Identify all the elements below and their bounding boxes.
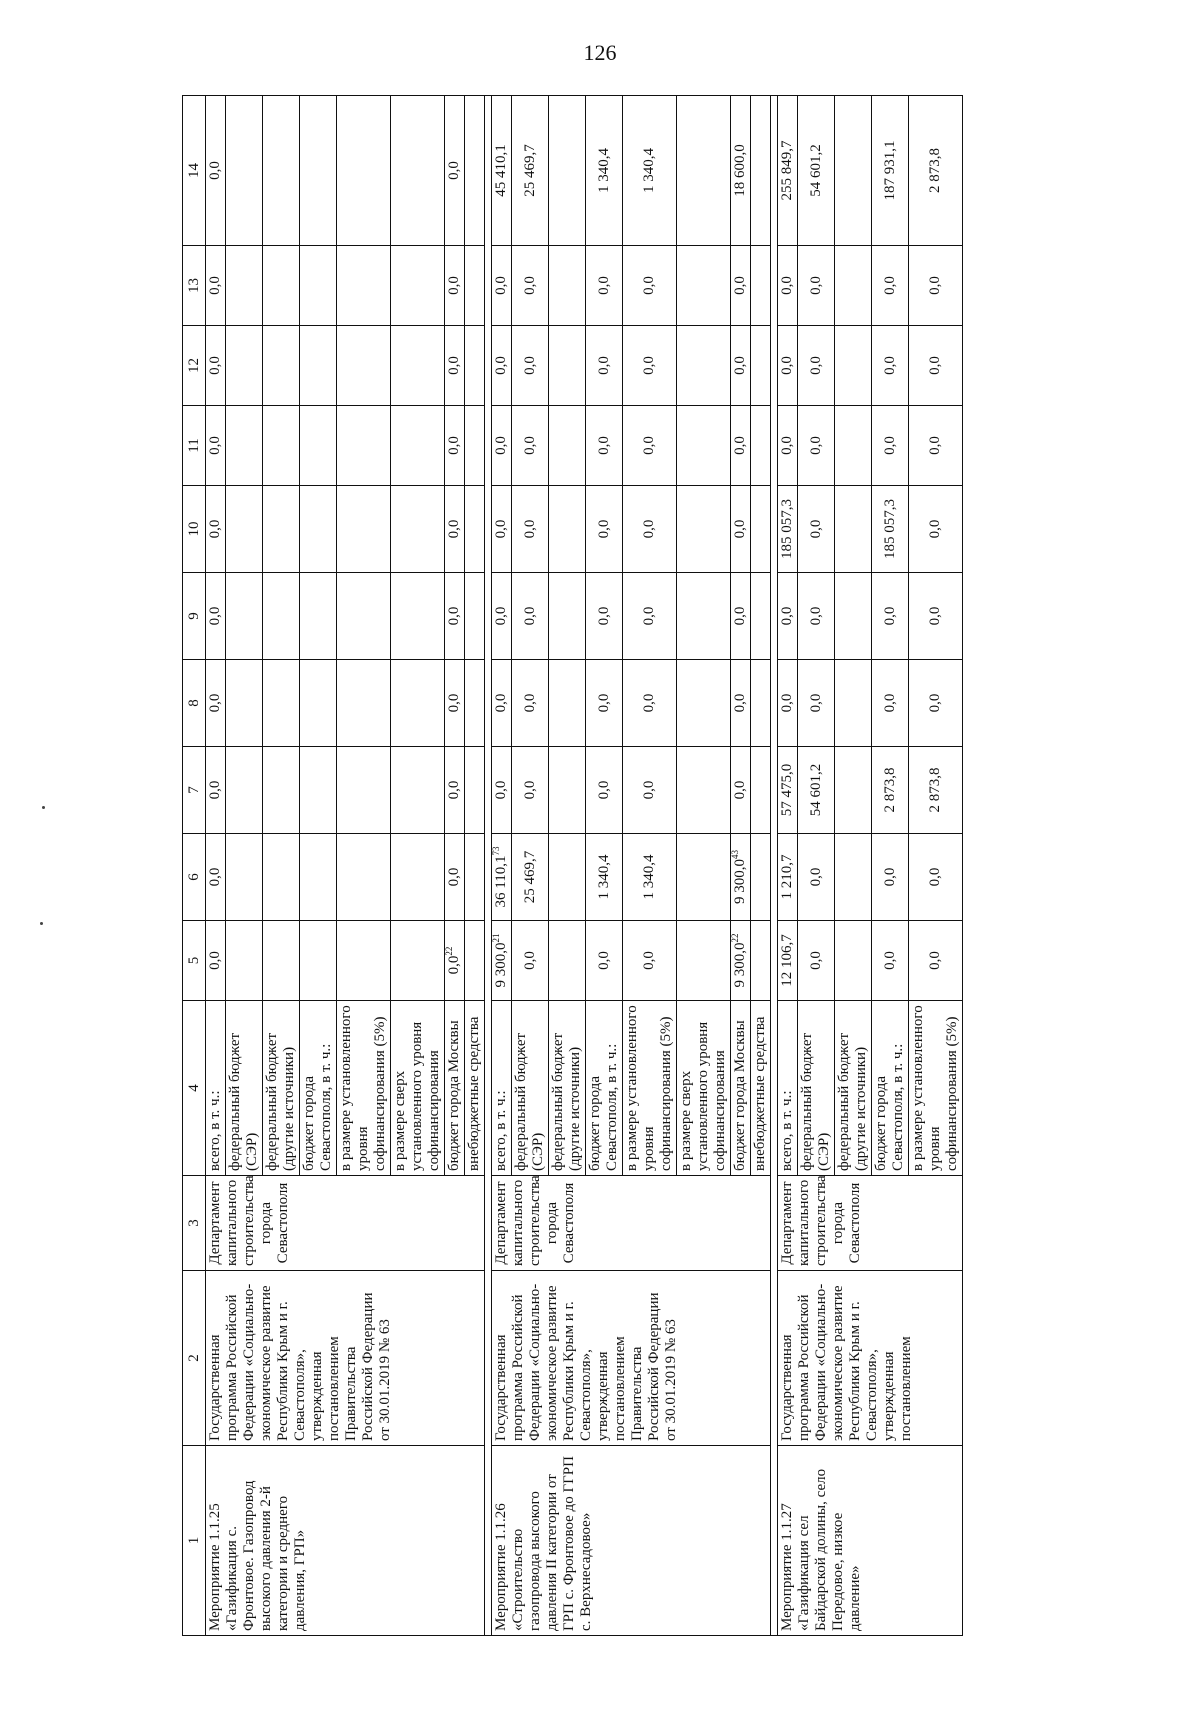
value-cell: 0,0 — [206, 326, 226, 406]
value-cell — [835, 834, 872, 921]
value-cell — [751, 747, 771, 834]
value-cell — [263, 96, 300, 246]
value-cell — [835, 406, 872, 486]
value-cell — [677, 747, 731, 834]
funding-source: в размере установленного уровня софинансирования (5%) — [623, 1001, 677, 1176]
value-cell: 0,0 — [445, 573, 465, 660]
value-cell: 0,0 — [445, 747, 465, 834]
value-cell — [835, 573, 872, 660]
value-cell: 0,0 — [623, 747, 677, 834]
value-cell — [465, 246, 485, 326]
funding-source: федеральный бюджет (СЭР) — [512, 1001, 549, 1176]
value-cell — [226, 660, 263, 747]
value-cell: 25 469,7 — [512, 96, 549, 246]
column-header: 9 — [183, 573, 206, 660]
value-cell: 0,0 — [492, 326, 512, 406]
value-cell — [226, 834, 263, 921]
funding-source: всего, в т. ч.: — [778, 1001, 798, 1176]
table-row — [206, 96, 226, 1636]
program-name: Государственная программа Российской Федерации «Социально-экономическое развитие Республики Крым и г. Севастополя», утвержденная постановлением Правительства Российской Федерации от 30.01.2019 № 63 — [206, 1271, 485, 1446]
value-cell: 0,0 — [731, 406, 751, 486]
value-cell: 0,0 — [872, 921, 909, 1001]
value-cell — [465, 834, 485, 921]
value-cell: 0,0 — [492, 246, 512, 326]
value-cell — [677, 573, 731, 660]
value-cell: 54 601,2 — [798, 747, 835, 834]
value-cell: 0,0 — [445, 486, 465, 573]
value-cell: 0,0 — [512, 573, 549, 660]
value-cell — [337, 660, 391, 747]
value-cell: 0,0 — [778, 406, 798, 486]
footnote-ref: 22 — [444, 946, 454, 956]
value-cell: 36 110,1$^{73}$ — [492, 834, 512, 921]
value-cell — [300, 660, 337, 747]
value-cell — [835, 326, 872, 406]
column-header: 6 — [183, 834, 206, 921]
value-cell: 0,0 — [798, 660, 835, 747]
value-cell: 187 931,1 — [872, 96, 909, 246]
value-cell: 0,0 — [623, 406, 677, 486]
value-cell — [677, 921, 731, 1001]
value-cell — [391, 747, 445, 834]
value-cell: 0,0 — [623, 660, 677, 747]
value-cell: 0,0 — [512, 406, 549, 486]
column-header: 10 — [183, 486, 206, 573]
value-cell: 0,0 — [512, 660, 549, 747]
table-row — [492, 96, 512, 1636]
value-cell: 0,0 — [512, 326, 549, 406]
value-cell — [337, 747, 391, 834]
value-cell: 0,0 — [206, 96, 226, 246]
value-cell: 18 600,0 — [731, 96, 751, 246]
value-cell: 1 340,4 — [623, 834, 677, 921]
value-cell — [300, 486, 337, 573]
value-cell: 0,0 — [492, 573, 512, 660]
value-cell — [465, 573, 485, 660]
value-cell: $0,0^{22}$ — [445, 921, 465, 1001]
value-cell: 0,0 — [872, 326, 909, 406]
value-cell: 0,0 — [512, 747, 549, 834]
scan-dot — [42, 806, 45, 809]
value-cell: 0,0 — [492, 486, 512, 573]
funding-source: внебюджетные средства — [751, 1001, 771, 1176]
funding-source: бюджет города Москвы — [731, 1001, 751, 1176]
value-cell — [263, 246, 300, 326]
value-cell — [465, 660, 485, 747]
value-cell: 0,0 — [445, 834, 465, 921]
value-cell: 2 873,8 — [909, 747, 963, 834]
value-cell: 0,0 — [909, 246, 963, 326]
value-cell: 0,0 — [778, 573, 798, 660]
value-cell: 0,0 — [206, 246, 226, 326]
value-cell: 0,0 — [445, 406, 465, 486]
value-cell: 0,0 — [909, 921, 963, 1001]
value-cell — [465, 486, 485, 573]
column-header: 4 — [183, 1001, 206, 1176]
value-cell: 0,0 — [445, 96, 465, 246]
value-cell — [226, 921, 263, 1001]
value-cell — [835, 246, 872, 326]
value-cell — [391, 921, 445, 1001]
value-cell: 0,0 — [909, 660, 963, 747]
executor-name: Департамент капитального строительства города Севастополя — [492, 1176, 771, 1271]
value-cell — [751, 326, 771, 406]
value-cell — [300, 326, 337, 406]
value-cell: 0,0 — [909, 326, 963, 406]
value-cell — [751, 96, 771, 246]
funding-source: федеральный бюджет (другие источники) — [835, 1001, 872, 1176]
budget-table — [182, 95, 963, 1636]
value-cell: 0,0 — [798, 573, 835, 660]
value-cell: 0,0 — [445, 660, 465, 747]
value-cell — [263, 326, 300, 406]
value-cell — [549, 246, 586, 326]
value-cell — [337, 573, 391, 660]
value-cell — [391, 834, 445, 921]
value-cell: 0,0 — [778, 326, 798, 406]
funding-source: в размере сверх установленного уровня софинансирования — [391, 1001, 445, 1176]
value-cell — [549, 747, 586, 834]
funding-source: бюджет города Севастополя, в т. ч.: — [872, 1001, 909, 1176]
value-cell — [751, 573, 771, 660]
footnote-ref: 21 — [491, 933, 501, 943]
value-cell: 0,0 — [798, 486, 835, 573]
value-cell — [337, 921, 391, 1001]
value-cell: 0,0 — [586, 921, 623, 1001]
column-header: 12 — [183, 326, 206, 406]
separator-cell — [771, 96, 778, 1636]
funding-source: всего, в т. ч.: — [492, 1001, 512, 1176]
value-cell — [465, 326, 485, 406]
value-cell — [677, 406, 731, 486]
value-cell — [263, 573, 300, 660]
value-cell: 0,0 — [512, 246, 549, 326]
value-cell: 1 340,4 — [623, 96, 677, 246]
value-cell: 25 469,7 — [512, 834, 549, 921]
value-cell — [549, 660, 586, 747]
value-cell: 1 340,4 — [586, 834, 623, 921]
header-row — [183, 96, 206, 1636]
table-row — [778, 96, 798, 1636]
value-cell — [391, 246, 445, 326]
value-cell — [391, 96, 445, 246]
value-cell: 12 106,7 — [778, 921, 798, 1001]
value-cell: 45 410,1 — [492, 96, 512, 246]
value-cell: 0,0 — [778, 246, 798, 326]
value-cell: 0,0 — [586, 573, 623, 660]
value-cell — [337, 96, 391, 246]
value-cell — [300, 406, 337, 486]
value-cell: 1 340,4 — [586, 96, 623, 246]
value-cell: 0,0 — [512, 486, 549, 573]
separator-cell — [485, 96, 492, 1636]
funding-source: бюджет города Москвы — [445, 1001, 465, 1176]
value-cell: 0,0 — [909, 486, 963, 573]
value-cell — [337, 326, 391, 406]
value-cell: 0,0 — [206, 921, 226, 1001]
funding-source: бюджет города Севастополя, в т. ч.: — [300, 1001, 337, 1176]
value-cell — [549, 834, 586, 921]
value-cell — [677, 486, 731, 573]
value-cell: 54 601,2 — [798, 96, 835, 246]
value-cell: 0,0 — [206, 486, 226, 573]
value-cell: 0,0 — [798, 921, 835, 1001]
value-cell: 0,0 — [909, 834, 963, 921]
value-cell — [465, 406, 485, 486]
value-cell: 0,0 — [798, 406, 835, 486]
measure-name: Мероприятие 1.1.26 «Строительство газопровода высокого давления II категории от ГРП с. Фронтовое до ГГРП с. Верхнесадовое» — [492, 1446, 771, 1636]
value-cell: 0,0 — [586, 406, 623, 486]
value-cell: 0,0 — [586, 660, 623, 747]
value-cell: 185 057,3 — [778, 486, 798, 573]
value-cell — [300, 747, 337, 834]
value-cell — [263, 406, 300, 486]
value-cell: 2 873,8 — [872, 747, 909, 834]
value-cell: 0,0 — [586, 326, 623, 406]
value-cell — [751, 834, 771, 921]
value-cell — [263, 747, 300, 834]
column-header: 2 — [183, 1271, 206, 1446]
value-cell: 0,0 — [798, 834, 835, 921]
value-cell: 0,0 — [731, 747, 751, 834]
value-cell: 0,0 — [872, 660, 909, 747]
funding-source: федеральный бюджет (другие источники) — [549, 1001, 586, 1176]
value-cell: 0,0 — [872, 573, 909, 660]
measure-name: Мероприятие 1.1.27 «Газификация сел Байдарской долины, село Передовое, низкое давление» — [778, 1446, 963, 1636]
value-cell — [300, 834, 337, 921]
funding-source: в размере установленного уровня софинансирования (5%) — [909, 1001, 963, 1176]
value-cell: 0,0 — [731, 326, 751, 406]
value-cell — [549, 573, 586, 660]
group-separator — [485, 96, 492, 1636]
footnote-ref: 22 — [730, 933, 740, 943]
funding-source: федеральный бюджет (другие источники) — [263, 1001, 300, 1176]
value-cell — [263, 834, 300, 921]
value-cell: 0,0 — [206, 747, 226, 834]
value-cell: 0,0 — [586, 246, 623, 326]
value-cell: 0,0 — [798, 246, 835, 326]
value-cell: 9 300,0$^{22}$ — [731, 921, 751, 1001]
value-cell: 0,0 — [909, 406, 963, 486]
value-cell: 0,0 — [206, 406, 226, 486]
value-cell — [391, 486, 445, 573]
value-cell — [226, 326, 263, 406]
column-header: 11 — [183, 406, 206, 486]
value-cell: 0,0 — [623, 921, 677, 1001]
value-cell: 0,0 — [623, 326, 677, 406]
value-cell — [835, 486, 872, 573]
value-cell — [835, 96, 872, 246]
group-separator — [771, 96, 778, 1636]
value-cell — [263, 486, 300, 573]
value-cell: 0,0 — [872, 406, 909, 486]
value-cell — [337, 246, 391, 326]
value-cell — [751, 486, 771, 573]
executor-name: Департамент капитального строительства города Севастополя — [206, 1176, 485, 1271]
value-cell — [751, 406, 771, 486]
value-cell — [549, 921, 586, 1001]
footnote-ref: 73 — [491, 846, 501, 856]
value-cell — [337, 406, 391, 486]
program-name: Государственная программа Российской Федерации «Социально-экономическое развитие Республики Крым и г. Севастополя», утвержденная постановлением — [778, 1271, 963, 1446]
value-cell: 0,0 — [798, 326, 835, 406]
value-cell: 0,0 — [445, 246, 465, 326]
funding-source: бюджет города Севастополя, в т. ч.: — [586, 1001, 623, 1176]
value-cell — [465, 921, 485, 1001]
value-cell: 0,0 — [872, 246, 909, 326]
value-cell — [677, 96, 731, 246]
value-cell — [751, 660, 771, 747]
value-cell: 0,0 — [731, 486, 751, 573]
program-name: Государственная программа Российской Федерации «Социально-экономическое развитие Республики Крым и г. Севастополя», утвержденная постановлением Правительства Российской Федерации от 30.01.2019 № 63 — [492, 1271, 771, 1446]
value-cell: 0,0 — [731, 660, 751, 747]
value-cell: 0,0 — [492, 660, 512, 747]
value-cell: 0,0 — [586, 486, 623, 573]
value-cell: 0,0 — [445, 326, 465, 406]
value-cell: 0,0 — [778, 660, 798, 747]
funding-source: федеральный бюджет (СЭР) — [798, 1001, 835, 1176]
value-cell: 0,0 — [206, 573, 226, 660]
value-cell: 9 300,0$^{43}$ — [731, 834, 751, 921]
value-cell — [465, 96, 485, 246]
value-cell: 0,0 — [872, 834, 909, 921]
value-cell — [263, 660, 300, 747]
value-cell: 0,0 — [623, 486, 677, 573]
value-cell — [391, 660, 445, 747]
value-cell — [337, 486, 391, 573]
value-cell: 0,0 — [492, 747, 512, 834]
value-cell: 0,0 — [623, 573, 677, 660]
value-cell — [465, 747, 485, 834]
value-cell — [300, 96, 337, 246]
value-cell: 0,0 — [206, 660, 226, 747]
funding-source: федеральный бюджет (СЭР) — [226, 1001, 263, 1176]
value-cell — [300, 573, 337, 660]
value-cell: 9 300,0$^{21}$ — [492, 921, 512, 1001]
value-cell — [751, 246, 771, 326]
funding-source: внебюджетные средства — [465, 1001, 485, 1176]
funding-source: всего, в т. ч.: — [206, 1001, 226, 1176]
value-cell — [549, 96, 586, 246]
value-cell: 0,0 — [731, 573, 751, 660]
value-cell: 0,0 — [492, 406, 512, 486]
value-cell — [751, 921, 771, 1001]
value-cell — [300, 246, 337, 326]
value-cell: 0,0 — [206, 834, 226, 921]
value-cell: 255 849,7 — [778, 96, 798, 246]
value-cell: 0,0 — [909, 573, 963, 660]
value-cell: 0,0 — [586, 747, 623, 834]
value-cell — [226, 486, 263, 573]
value-cell: 0,0 — [731, 246, 751, 326]
value-cell — [835, 921, 872, 1001]
value-cell — [835, 747, 872, 834]
value-cell — [226, 406, 263, 486]
value-cell — [391, 406, 445, 486]
value-cell: 1 210,7 — [778, 834, 798, 921]
value-cell: 2 873,8 — [909, 96, 963, 246]
funding-source: в размере сверх установленного уровня софинансирования — [677, 1001, 731, 1176]
value-cell: 0,0 — [623, 246, 677, 326]
value-cell — [677, 246, 731, 326]
executor-name: Департамент капитального строительства города Севастополя — [778, 1176, 963, 1271]
column-header: 13 — [183, 246, 206, 326]
value-cell — [263, 921, 300, 1001]
value-cell — [677, 660, 731, 747]
column-header: 5 — [183, 921, 206, 1001]
page-number: 126 — [583, 40, 617, 65]
column-header: 7 — [183, 747, 206, 834]
column-header: 1 — [183, 1446, 206, 1636]
value-cell — [226, 573, 263, 660]
funding-source: в размере установленного уровня софинансирования (5%) — [337, 1001, 391, 1176]
value-cell: 185 057,3 — [872, 486, 909, 573]
value-cell — [549, 326, 586, 406]
column-header: 14 — [183, 96, 206, 246]
value-cell — [835, 660, 872, 747]
measure-name: Мероприятие 1.1.25 «Газификация с. Фронтовое. Газопровод высокого давления 2-й категории и среднего давления, ГРП» — [206, 1446, 485, 1636]
value-cell — [677, 834, 731, 921]
value-cell — [391, 573, 445, 660]
value-cell — [226, 246, 263, 326]
value-cell — [226, 747, 263, 834]
value-cell — [549, 406, 586, 486]
value-cell — [677, 326, 731, 406]
value-cell — [549, 486, 586, 573]
rotated-table-wrapper — [182, 96, 960, 1636]
value-cell — [337, 834, 391, 921]
value-cell — [300, 921, 337, 1001]
value-cell: 0,0 — [512, 921, 549, 1001]
value-cell — [391, 326, 445, 406]
footnote-ref: 43 — [730, 850, 740, 859]
scan-dot — [40, 922, 43, 925]
value-cell — [226, 96, 263, 246]
value-cell: 57 475,0 — [778, 747, 798, 834]
column-header: 3 — [183, 1176, 206, 1271]
column-header: 8 — [183, 660, 206, 747]
